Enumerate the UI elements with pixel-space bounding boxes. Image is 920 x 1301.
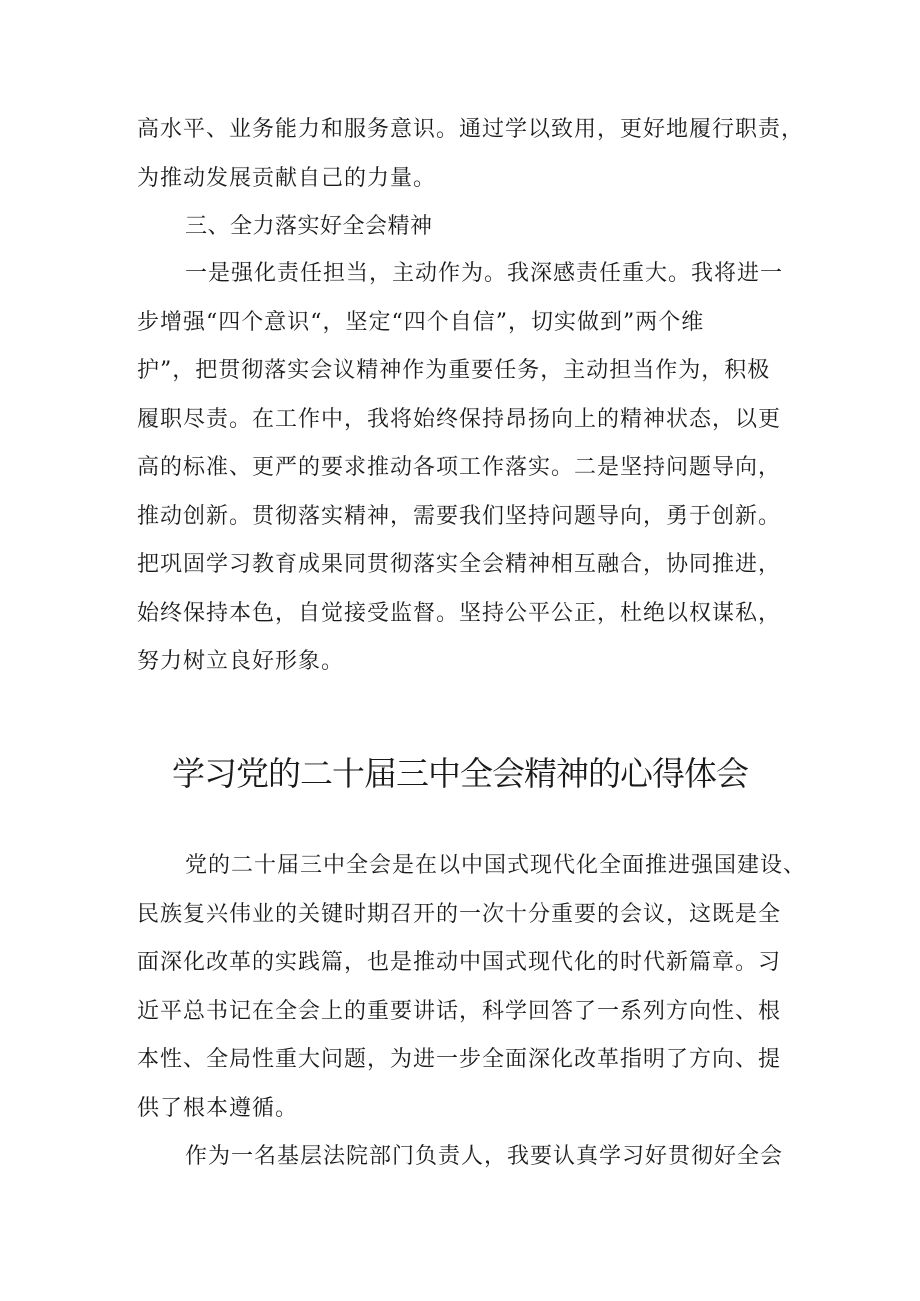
article-paragraph-2 xyxy=(137,1133,807,1182)
paragraph-line: 近平总书记在全会上的重要讲话，科学回答了一系列方向性、根 xyxy=(137,998,782,1024)
paragraph-line: 努力树立良好形象。 xyxy=(137,649,345,674)
paragraph-line: 为推动发展贡献自己的力量。 xyxy=(137,165,437,191)
paragraph-line: 履职尽责。在工作中，我将始终保持昂扬向上的精神状态，以更 xyxy=(137,406,782,432)
paragraph-line: 面深化改革的实践篇，也是推动中国式现代化的时代新篇章。习 xyxy=(137,950,782,975)
paragraph-line: 把巩固学习教育成果同贯彻落实全会精神相互融合，协同推进， xyxy=(137,552,782,577)
paragraph-line: 作为一名基层法院部门负责人，我要认真学习好贯彻好全会 xyxy=(185,1144,784,1169)
paragraph-line: 护”，把贯彻落实会议精神作为重要任务，主动担当作为，积极 xyxy=(137,358,771,383)
paragraph-line: 供了根本遵循。 xyxy=(137,1095,299,1121)
paragraph-line: 本性、全局性重大问题，为进一步全面深化改革指明了方向、提 xyxy=(137,1047,782,1072)
paragraph-line: 步增强“四个意识“，坚定“四个自信”，切实做到”两个维 xyxy=(137,309,705,335)
article-paragraph-1 xyxy=(137,842,807,1133)
paragraph-line: 高的标准、更严的要求推动各项工作落实。二是坚持问题导向， xyxy=(137,455,782,480)
article-title: 学习党的二十届三中全会精神的心得体会 xyxy=(172,754,748,793)
paragraph-line: 推动创新。贯彻落实精神，需要我们坚持问题导向，勇于创新。 xyxy=(137,503,782,529)
section-heading: 三、全力落实好全会精神 xyxy=(185,214,433,239)
continuation-paragraph xyxy=(137,106,807,203)
paragraph-line: 始终保持本色，自觉接受监督。坚持公平公正，杜绝以权谋私， xyxy=(137,600,782,626)
section3-paragraph xyxy=(137,250,807,687)
paragraph-line: 高水平、业务能力和服务意识。通过学以致用，更好地履行职责， xyxy=(137,117,805,142)
paragraph-line: 民族复兴伟业的关键时期召开的一次十分重要的会议，这既是全 xyxy=(137,901,782,927)
paragraph-line: 一是强化责任担当，主动作为。我深感责任重大。我将进一 xyxy=(185,261,784,286)
paragraph-line: 党的二十届三中全会是在以中国式现代化全面推进强国建设、 xyxy=(185,853,807,878)
